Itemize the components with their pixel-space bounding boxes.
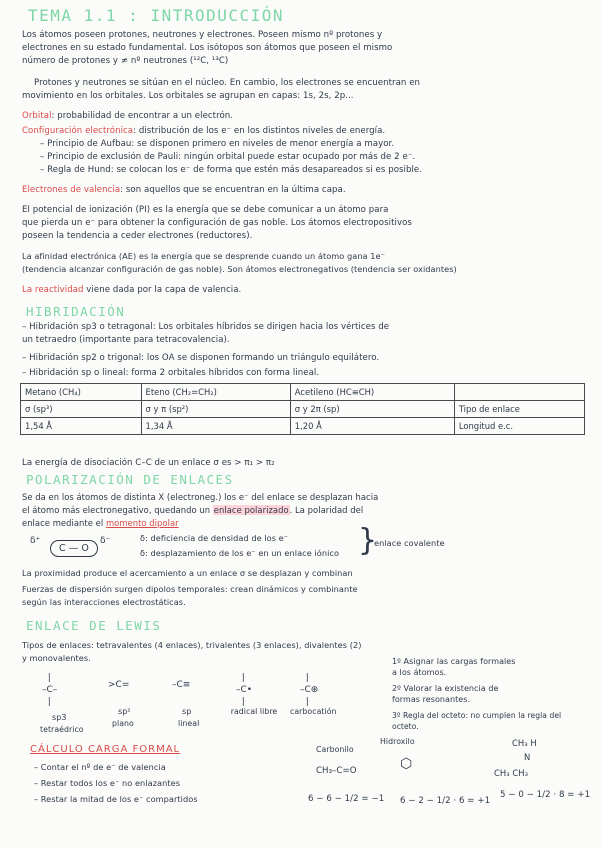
- table-cell: 1,34 Å: [141, 418, 290, 435]
- lewis-title: ENLACE DE LEWIS: [26, 618, 162, 633]
- table-header-cell: Acetileno (HC≡CH): [290, 384, 454, 401]
- carga-item: – Restar todos los e⁻ no enlazantes: [34, 778, 181, 788]
- intro-line: electrones en su estado fundamental. Los isótopos son átomos que poseen el mismo: [22, 43, 393, 53]
- radical-carbon-icon: | –C• |: [236, 673, 253, 707]
- config-item: – Principio de Aufbau: se disponen primero en niveles de menor energía a mayor.: [40, 139, 395, 149]
- lewis-rule: a los átomos.: [392, 668, 447, 677]
- valencia-term: Electrones de valencia: [22, 185, 121, 195]
- hyb-label: sp: [182, 707, 192, 716]
- lewis-rule: formas resonantes.: [392, 695, 471, 704]
- valencia-line: que pierda un e⁻ para obtener la configuración de gas noble. Los átomos electropositivos: [22, 218, 412, 228]
- table-row: [21, 418, 585, 435]
- reactividad-term: La reactividad: [22, 285, 84, 295]
- trigonal-carbon-icon: >C=: [108, 680, 130, 690]
- orbital-definition: Orbital: probabilidad de encontrar a un electrón.: [22, 111, 234, 121]
- polarizacion-line: el átomo más electronegativo, quedando un enlace polarizado. La polaridad del: [22, 505, 364, 515]
- example-calc: 5 − 0 − 1/2 · 8 = +1: [500, 790, 591, 800]
- table-cell: σ (sp³): [21, 401, 142, 418]
- proximidad-line: Fuerzas de dispersión surgen dipolos temporales: crean dinámicos y combinante: [22, 584, 358, 594]
- polarizacion-title: POLARIZACIÓN DE ENLACES: [26, 472, 234, 487]
- hibridacion-line: un tetraedro (importante para tetracovalencia).: [22, 335, 230, 345]
- carga-item: – Contar el nº de e⁻ de valencia: [34, 762, 166, 772]
- amine-bottom: CH₃ CH₃: [494, 768, 529, 778]
- valencia-definition: Electrones de valencia: son aquellos que se encuentran en la última capa.: [22, 185, 346, 195]
- carbocation-icon: | –C⊕ |: [300, 673, 319, 707]
- afinidad-line: (tendencia alcanzar configuración de gas noble). Son átomos electronegativos (tendencia ser oxidantes): [22, 264, 457, 274]
- geometry-label: lineal: [178, 719, 200, 728]
- reactividad-line: La reactividad viene dada por la capa de valencia.: [22, 285, 242, 295]
- polarizacion-line: enlace mediante el momento dipolar: [22, 518, 179, 528]
- table-cell: Longitud e.c.: [454, 418, 584, 435]
- table-cell: 1,20 Å: [290, 418, 454, 435]
- example-formula: CH₃–C=O: [316, 766, 357, 776]
- tetrahedral-carbon-icon: | –C– |: [42, 673, 58, 707]
- hibridacion-line: – Hibridación sp o lineal: forma 2 orbitales híbridos con forma lineal.: [22, 368, 320, 378]
- radical-label: radical libre: [230, 707, 278, 716]
- intro-line: movimiento en los orbitales. Los orbitales se agrupan en capas: 1s, 2s, 2p...: [22, 91, 354, 101]
- example-calc: 6 − 6 − 1/2 = −1: [308, 794, 385, 804]
- momento-dipolar-term: momento dipolar: [105, 518, 179, 528]
- delta-definition: δ: deficiencia de densidad de los e⁻: [140, 533, 289, 543]
- afinidad-line: La afinidad electrónica (AE) es la energía que se desprende cuando un átomo gana 1e⁻: [22, 251, 385, 261]
- hibridacion-title: HIBRIDACIÓN: [26, 304, 126, 319]
- enlace-polarizado-highlight: enlace polarizado: [213, 505, 289, 515]
- table-header-cell: Eteno (CH₂=CH₂): [141, 384, 290, 401]
- valencia-line: poseen la tendencia a ceder electrones (reductores).: [22, 231, 253, 241]
- config-item: – Principio de exclusión de Pauli: ningún orbital puede estar ocupado por más de 2 e⁻.: [40, 152, 416, 162]
- proximidad-line: La proximidad produce el acercamiento a un enlace σ se desplazan y combinan: [22, 568, 353, 578]
- delta-definition: δ: desplazamiento de los e⁻ en un enlace iónico: [140, 548, 340, 558]
- table-cell: σ y 2π (sp): [290, 401, 454, 418]
- ring-structure-icon: ⬡: [400, 756, 413, 772]
- lewis-rule: 1º Asignar las cargas formales: [392, 657, 516, 666]
- hibridacion-line: – Hibridación sp3 o tetragonal: Los orbitales híbridos se dirigen hacia los vértices de: [22, 322, 390, 332]
- config-term: Configuración electrónica: [22, 126, 134, 136]
- table-row: [21, 401, 585, 418]
- lewis-rule: 3º Regla del octeto: no cumplen la regla del: [392, 711, 562, 720]
- geometry-label: tetraédrico: [40, 725, 84, 734]
- config-definition: Configuración electrónica: distribución de los e⁻ en los distintos niveles de energía.: [22, 126, 386, 136]
- carbocation-label: carbocatión: [290, 707, 337, 716]
- hyb-label: sp3: [52, 713, 67, 722]
- table-cell: σ y π (sp²): [141, 401, 290, 418]
- linear-carbon-icon: –C≡: [172, 680, 191, 690]
- right-brace-icon: }: [358, 523, 378, 558]
- config-item: – Regla de Hund: se colocan los e⁻ de forma que estén más desapareados si es posible.: [40, 165, 423, 175]
- table-header-cell: Metano (CH₄): [21, 384, 142, 401]
- table-row: [21, 384, 585, 401]
- hibridacion-note: La energía de disociación C–C de un enlace σ es > π₁ > π₂: [22, 458, 275, 468]
- delta-minus-label: δ⁻: [100, 536, 111, 546]
- page-title: TEMA 1.1 : INTRODUCCIÓN: [28, 6, 285, 25]
- dipole-diagram: C — O: [50, 540, 98, 557]
- delta-plus-label: δ⁺: [30, 536, 41, 546]
- lewis-rule: 2º Valorar la existencia de: [392, 684, 499, 693]
- lewis-line: Tipos de enlaces: tetravalentes (4 enlaces), trivalentes (3 enlaces), divalentes (2): [22, 640, 362, 650]
- table-cell: Tipo de enlace: [454, 401, 584, 418]
- lewis-rule: octeto.: [392, 722, 419, 731]
- polarizacion-line: Se da en los átomos de distinta X (electroneg.) los e⁻ del enlace se desplazan hacia: [22, 492, 379, 502]
- amine-center: N: [524, 752, 531, 762]
- intro-line: Los átomos poseen protones, neutrones y electrones. Poseen mismo nº protones y: [22, 30, 383, 40]
- proximidad-line: según las interacciones electrostáticas.: [22, 597, 186, 607]
- orbital-term: Orbital: [22, 111, 52, 121]
- table-header-cell: [454, 384, 584, 401]
- intro-line: número de protones y ≠ nº neutrones (¹²C, ¹³C): [22, 56, 229, 66]
- carga-title: CÁLCULO CARGA FORMAL: [30, 744, 181, 755]
- hibridacion-line: – Hibridación sp2 o trigonal: los OA se disponen formando un triángulo equilátero.: [22, 353, 380, 363]
- table-cell: 1,54 Å: [21, 418, 142, 435]
- example-label: Hidroxilo: [380, 737, 415, 746]
- valencia-line: El potencial de ionización (PI) es la energía que se debe comunicar a un átomo para: [22, 205, 389, 215]
- geometry-label: plano: [112, 719, 134, 728]
- hibridacion-table: [20, 383, 585, 435]
- intro-line: Protones y neutrones se sitúan en el núcleo. En cambio, los electrones se encuentran en: [34, 78, 421, 88]
- amine-top: CH₃ H: [512, 738, 537, 748]
- hyb-label: sp²: [118, 707, 131, 716]
- example-label: Carbonilo: [316, 745, 354, 754]
- example-calc: 6 − 2 − 1/2 · 6 = +1: [400, 796, 491, 806]
- brace-label: enlace covalente: [374, 538, 445, 548]
- carga-item: – Restar la mitad de los e⁻ compartidos: [34, 794, 198, 804]
- lewis-line: y monovalentes.: [22, 653, 91, 663]
